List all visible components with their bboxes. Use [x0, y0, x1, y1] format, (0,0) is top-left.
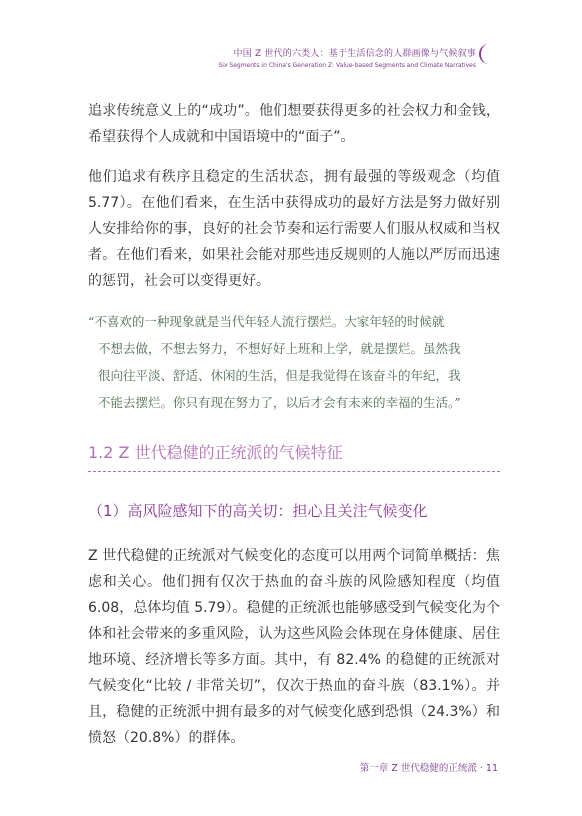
- header-title-en: Six Segments in China's Generation Z: Value-based Segments and Climate Narratives: [218, 62, 476, 69]
- subsection-heading: （1）高风险感知下的高关切：担心且关注气候变化: [88, 502, 428, 520]
- section-heading: 1.2 Z 世代稳健的正统派的气候特征: [88, 443, 343, 462]
- quote-line: 很向往平淡、舒适、休闲的生活，但是我觉得在该奋斗的年纪，我: [98, 368, 461, 383]
- interview-quote: [88, 308, 500, 416]
- section-body: Z 世代稳健的正统派对气候变化的态度可以用两个词简单概括：焦虑和关心。他们拥有仅次于热血的奋斗族的风险感知程度（均值 6.08，总体均值 5.79）。稳健的正统派也能够感受到气候变化为个体和社会带来的多重风险，认为这些风险会体现在身体健康、居住地环境、经济增长等多方面。其中，有 82.4% 的稳健的正统派对气候变化“比较 / 非常关切”，仅次于热血的奋斗族（83.1%）。并且，稳健的正统派中拥有最多的对气候变化感到恐惧（24.3%）和愤怒（20.8%）的群体。: [88, 548, 500, 746]
- crescent-moon-icon: [478, 43, 494, 65]
- page-footer: 第一章 Z 世代稳健的正统派 · 11: [359, 763, 498, 774]
- paragraph-1: 追求传统意义上的“成功”。他们想要获得更多的社会权力和金钱，希望获得个人成就和中国语境中的“面子”。: [88, 103, 500, 145]
- running-header: [218, 46, 476, 69]
- page-content: [88, 98, 500, 765]
- quote-line: 不想去做，不想去努力，不想好好上班和上学，就是摆烂。虽然我: [98, 341, 461, 356]
- paragraph-2: 他们追求有秩序且稳定的生活状态，拥有最强的等级观念（均值 5.77）。在他们看来，在生活中获得成功的最好方法是努力做好别人安排给你的事，良好的社会节奏和运行需要人们服从权威和当权者。在他们看来，如果社会能对那些违反规则的人施以严厉而迅速的惩罚，社会可以变得更好。: [88, 169, 500, 289]
- header-title-cn: 中国 Z 世代的六类人：基于生活信念的人群画像与气候叙事: [233, 49, 476, 59]
- quote-line: 不能去摆烂。你只有现在努力了，以后才会有未来的幸福的生活。”: [98, 395, 461, 410]
- section-divider: [88, 471, 500, 472]
- quote-line: “不喜欢的一种现象就是当代年轻人流行摆烂。大家年轻的时候就: [88, 314, 445, 329]
